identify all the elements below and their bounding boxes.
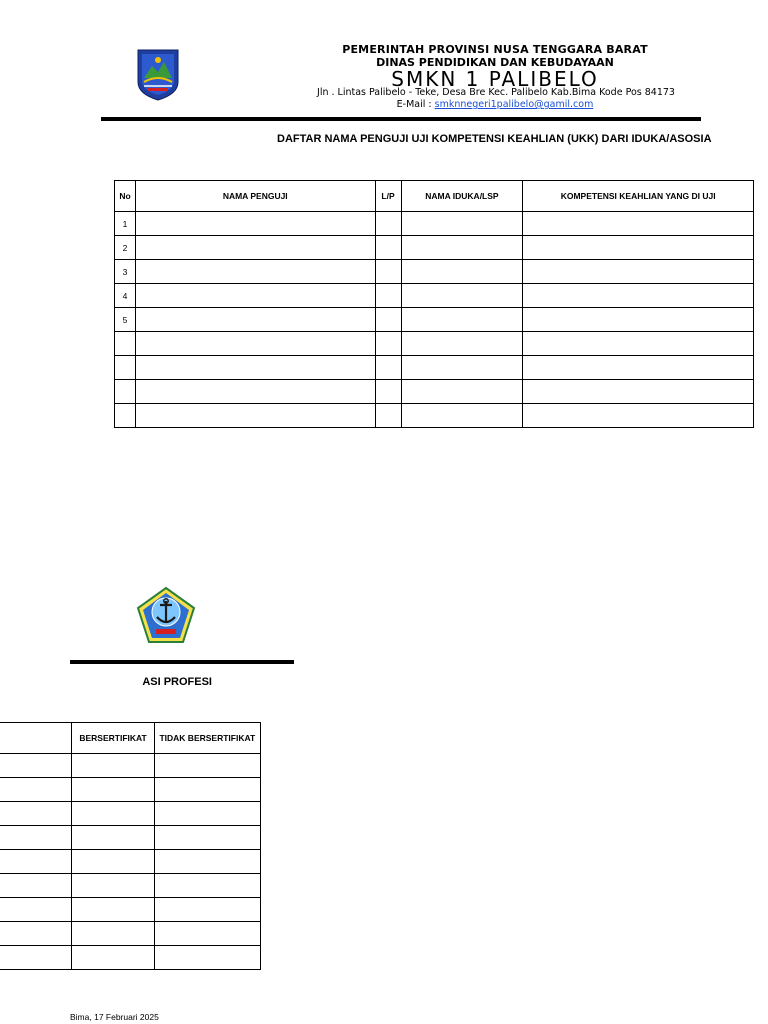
column-header: NAMA PENGUJI: [135, 181, 375, 212]
table-row: [115, 332, 754, 356]
table-cell[interactable]: [135, 260, 375, 284]
table-cell[interactable]: [375, 212, 401, 236]
column-header: BERSERTIFIKAT: [72, 723, 154, 754]
table-cell[interactable]: [154, 778, 260, 802]
table-cell[interactable]: [375, 308, 401, 332]
table-cell[interactable]: [135, 356, 375, 380]
table-row: [0, 898, 261, 922]
table-cell[interactable]: [375, 380, 401, 404]
table-row: [0, 778, 261, 802]
table-header-row: [0, 723, 261, 754]
table-cell[interactable]: [0, 826, 72, 850]
table-cell[interactable]: [0, 874, 72, 898]
table-cell[interactable]: [0, 922, 72, 946]
table-cell[interactable]: [401, 260, 523, 284]
table-cell[interactable]: [401, 212, 523, 236]
section-title: ASI PROFESI: [142, 676, 212, 688]
table-cell[interactable]: [375, 332, 401, 356]
table-cell[interactable]: [523, 332, 754, 356]
column-header: TIDAK BERSERTIFIKAT: [154, 723, 260, 754]
column-header: L/P: [375, 181, 401, 212]
table-header-row: [115, 181, 754, 212]
row-number-cell[interactable]: 4: [115, 284, 136, 308]
table-cell[interactable]: [154, 850, 260, 874]
row-number-cell[interactable]: [115, 380, 136, 404]
table-cell[interactable]: [375, 356, 401, 380]
table-cell[interactable]: [523, 260, 754, 284]
column-header: [0, 723, 72, 754]
column-header: No: [115, 181, 136, 212]
examiner-table: [114, 180, 754, 428]
table-cell[interactable]: [72, 946, 154, 970]
table-cell[interactable]: [375, 236, 401, 260]
table-cell[interactable]: [523, 404, 754, 428]
school-anchor-crest-icon: [136, 586, 196, 646]
table-cell[interactable]: [401, 284, 523, 308]
table-row: [0, 946, 261, 970]
row-number-cell[interactable]: [115, 332, 136, 356]
table-row: [115, 260, 754, 284]
row-number-cell[interactable]: 2: [115, 236, 136, 260]
table-cell[interactable]: [72, 850, 154, 874]
table-row: [0, 802, 261, 826]
table-cell[interactable]: [72, 826, 154, 850]
row-number-cell[interactable]: 1: [115, 212, 136, 236]
table-cell[interactable]: [72, 778, 154, 802]
certification-table-container: [70, 722, 262, 974]
table-cell[interactable]: [401, 404, 523, 428]
table-cell[interactable]: [0, 802, 72, 826]
table-cell[interactable]: [523, 356, 754, 380]
table-cell[interactable]: [72, 898, 154, 922]
section-divider: [70, 660, 294, 664]
row-number-cell[interactable]: [115, 404, 136, 428]
signature-date: Bima, 17 Februari 2025: [70, 1012, 159, 1022]
ntb-province-crest-icon: [134, 48, 182, 102]
table-cell[interactable]: [523, 284, 754, 308]
table-cell[interactable]: [401, 308, 523, 332]
email-link[interactable]: smknnegeri1palibelo@gamil.com: [434, 99, 594, 110]
table-cell[interactable]: [135, 308, 375, 332]
table-cell[interactable]: [523, 380, 754, 404]
table-row: [115, 212, 754, 236]
table-cell[interactable]: [154, 874, 260, 898]
table-cell[interactable]: [523, 308, 754, 332]
table-cell[interactable]: [135, 332, 375, 356]
table-cell[interactable]: [135, 404, 375, 428]
table-cell[interactable]: [523, 236, 754, 260]
header-school-name: SMKN 1 PALIBELO: [391, 67, 599, 91]
table-cell[interactable]: [0, 898, 72, 922]
table-row: [115, 356, 754, 380]
table-cell[interactable]: [0, 778, 72, 802]
table-row: [0, 850, 261, 874]
table-row: [115, 284, 754, 308]
table-row: [0, 754, 261, 778]
document-title: DAFTAR NAMA PENGUJI UJI KOMPETENSI KEAHLIAN (UKK) DARI IDUKA/ASOSIA: [277, 133, 712, 145]
table-cell[interactable]: [375, 260, 401, 284]
header-address: Jln . Lintas Palibelo - Teke, Desa Bre Kec. Palibelo Kab.Bima Kode Pos 84173: [317, 87, 675, 98]
table-cell[interactable]: [72, 874, 154, 898]
table-cell[interactable]: [135, 284, 375, 308]
table-row: [0, 922, 261, 946]
table-cell[interactable]: [154, 898, 260, 922]
table-cell[interactable]: [0, 850, 72, 874]
table-row: [0, 826, 261, 850]
section-title-container: [70, 676, 270, 692]
table-cell[interactable]: [523, 212, 754, 236]
table-cell[interactable]: [401, 356, 523, 380]
table-row: [115, 236, 754, 260]
table-cell[interactable]: [154, 754, 260, 778]
table-cell[interactable]: [135, 212, 375, 236]
table-cell[interactable]: [135, 236, 375, 260]
table-cell[interactable]: [154, 946, 260, 970]
table-cell[interactable]: [154, 802, 260, 826]
header-government-line: PEMERINTAH PROVINSI NUSA TENGGARA BARAT: [342, 43, 648, 56]
column-header: NAMA IDUKA/LSP: [401, 181, 523, 212]
table-cell[interactable]: [401, 236, 523, 260]
table-row: [115, 380, 754, 404]
table-cell[interactable]: [375, 284, 401, 308]
row-number-cell[interactable]: 3: [115, 260, 136, 284]
table-cell[interactable]: [0, 754, 72, 778]
email-label: E-Mail :: [396, 99, 435, 110]
column-header: KOMPETENSI KEAHLIAN YANG DI UJI: [523, 181, 754, 212]
row-number-cell[interactable]: [115, 356, 136, 380]
table-cell[interactable]: [154, 826, 260, 850]
table-cell[interactable]: [401, 332, 523, 356]
table-cell[interactable]: [72, 754, 154, 778]
examiner-table-container: [114, 180, 716, 430]
table-row: [115, 404, 754, 428]
header-email-line: [300, 99, 690, 110]
header-department-line: DINAS PENDIDIKAN DAN KEBUDAYAAN: [376, 56, 614, 69]
certification-table: [0, 722, 261, 970]
table-cell[interactable]: [135, 380, 375, 404]
row-number-cell[interactable]: 5: [115, 308, 136, 332]
table-row: [0, 874, 261, 898]
table-cell[interactable]: [0, 946, 72, 970]
table-cell[interactable]: [154, 922, 260, 946]
table-cell[interactable]: [375, 404, 401, 428]
table-cell[interactable]: [401, 380, 523, 404]
table-row: [115, 308, 754, 332]
header-divider: [101, 117, 701, 121]
table-cell[interactable]: [72, 922, 154, 946]
table-cell[interactable]: [72, 802, 154, 826]
